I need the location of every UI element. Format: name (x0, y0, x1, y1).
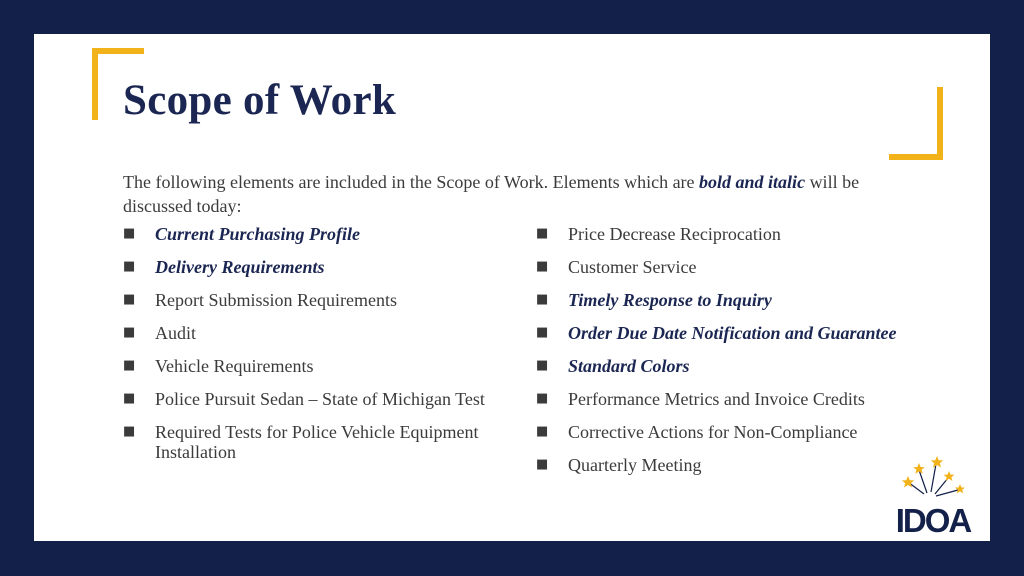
bullet-icon: ■ (536, 226, 549, 241)
list-item (123, 356, 523, 376)
list-item-label: Standard Colors (568, 356, 690, 376)
list-item-label: Current Purchasing Profile (155, 224, 361, 244)
list-item-label: Vehicle Requirements (155, 356, 314, 376)
bullet-icon: ■ (123, 325, 136, 340)
list-item-label: Police Pursuit Sedan – State of Michigan Test (155, 389, 485, 409)
scope-list-right (536, 224, 976, 488)
list-item (536, 422, 976, 442)
list-item-label: Price Decrease Reciprocation (568, 224, 781, 244)
list-item (123, 290, 523, 310)
list-item-label: Audit (155, 323, 197, 343)
list-item-label: Customer Service (568, 257, 697, 277)
list-item-label: Order Due Date Notification and Guarantee (568, 323, 897, 343)
bullet-icon: ■ (123, 226, 136, 241)
idoa-logo (886, 454, 981, 536)
bullet-icon: ■ (123, 358, 136, 373)
bullet-icon: ■ (536, 358, 549, 373)
list-item (123, 257, 523, 277)
list-item (123, 224, 523, 244)
list-item-label: Corrective Actions for Non-Compliance (568, 422, 858, 442)
intro-emphasis: bold and italic (699, 172, 806, 192)
bullet-icon: ■ (536, 391, 549, 406)
list-item (536, 323, 976, 343)
list-item (123, 389, 523, 409)
corner-bracket-bottom-right (889, 87, 943, 160)
list-item-label: Delivery Requirements (155, 257, 325, 277)
page-title: Scope of Work (123, 77, 397, 124)
list-item-label: Report Submission Requirements (155, 290, 397, 310)
list-item (536, 389, 976, 409)
bullet-icon: ■ (536, 325, 549, 340)
bullet-icon: ■ (123, 424, 136, 439)
list-item (536, 224, 976, 244)
bullet-icon: ■ (123, 391, 136, 406)
bullet-icon: ■ (536, 424, 549, 439)
star-icon (902, 456, 965, 493)
scope-list-left (123, 224, 523, 475)
bullet-icon: ■ (123, 292, 136, 307)
intro-paragraph (123, 170, 923, 218)
list-item (123, 323, 523, 343)
slide (34, 34, 990, 541)
bullet-icon: ■ (536, 457, 549, 472)
bullet-icon: ■ (536, 259, 549, 274)
list-item-label: Performance Metrics and Invoice Credits (568, 389, 865, 409)
list-item (536, 356, 976, 376)
list-item-label: Required Tests for Police Vehicle Equipment Installation (155, 422, 479, 462)
list-item (536, 257, 976, 277)
list-item-label: Quarterly Meeting (568, 455, 702, 475)
bullet-icon: ■ (536, 292, 549, 307)
bullet-icon: ■ (123, 259, 136, 274)
intro-text-after: will be discussed today: (123, 172, 860, 216)
list-item-label: Timely Response to Inquiry (568, 290, 772, 310)
list-item (123, 422, 523, 462)
list-item (536, 290, 976, 310)
logo-text: IDOA (895, 502, 971, 536)
intro-text-before: The following elements are included in the Scope of Work. Elements which are (123, 172, 700, 192)
